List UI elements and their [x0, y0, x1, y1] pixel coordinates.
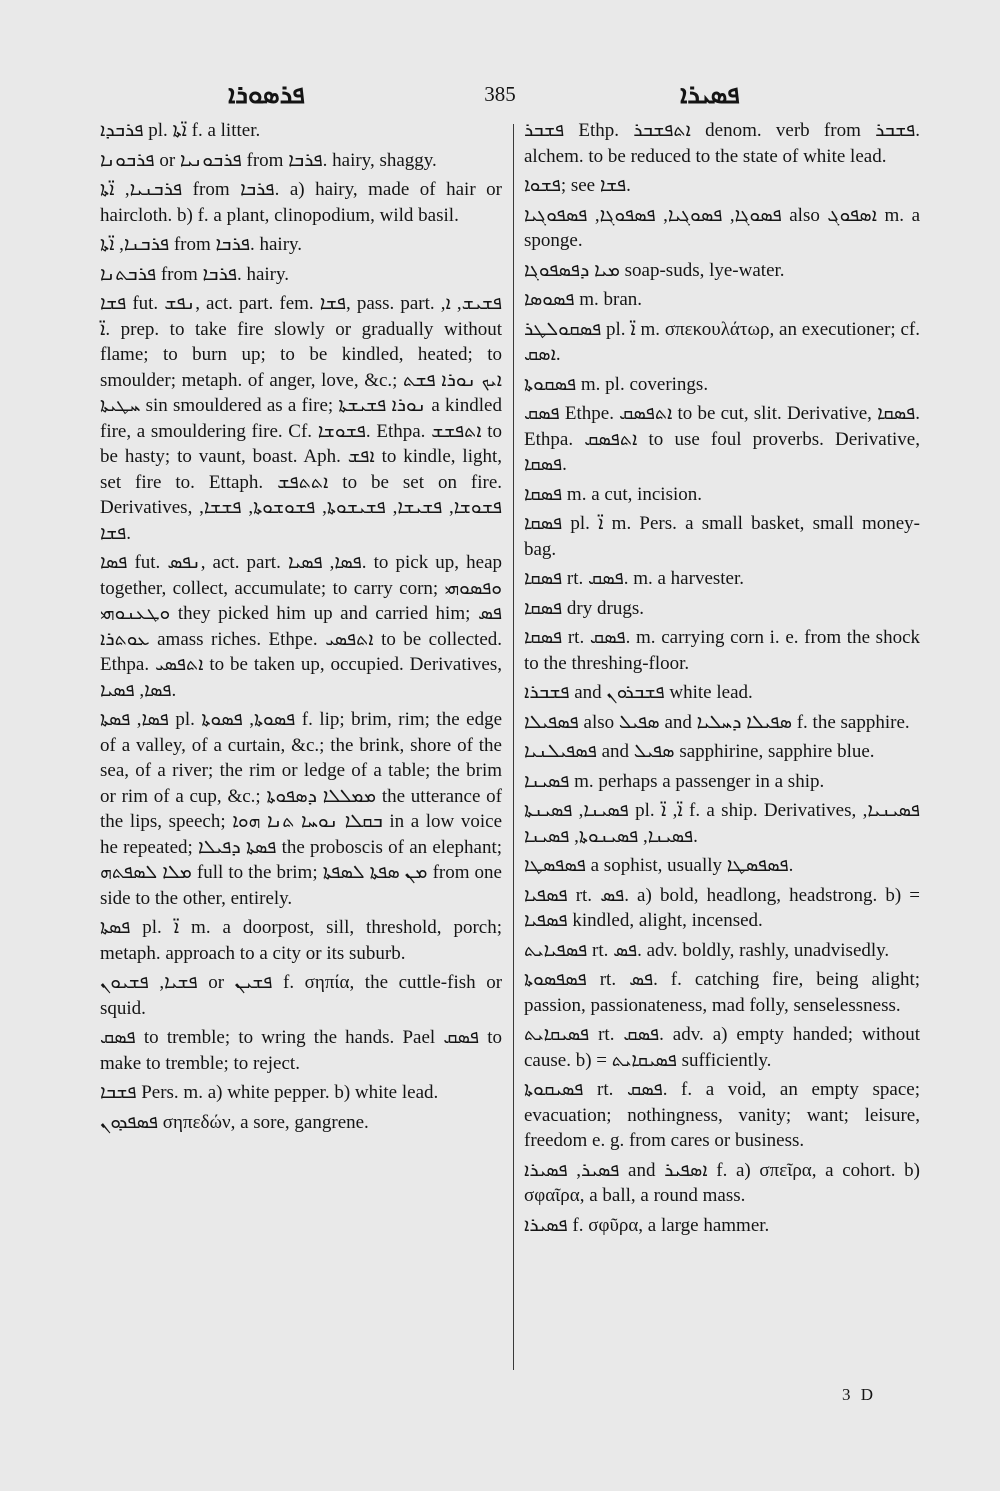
dictionary-entry: ܦܣܩܐ m. a cut, incision. — [524, 483, 703, 505]
dictionary-entry: ܦܫܝܐ, ܦܫܝܘܢ or ܦܫܝܢ f. σηπία, the cuttle-fish or squid. — [100, 972, 503, 1019]
dictionary-entry: ܦܫܒܐ Pers. m. a) white pepper. b) white lead. — [100, 1082, 439, 1103]
dictionary-entry: ܦܣܝܢܐ, ܦܣܝܢܬܐ pl. ܐ̈, ܐ̈ f. a ship. Derivatives, ܦܣܝܢܝܐ, ܦܣܝܢܐ, ܦܣܝܢܘܬܐ, ܦܣܝܢܐ. — [524, 800, 920, 847]
dictionary-entry: ܦܣܝܪ, ܦܣܝܪܐ and ܐܣܦܝܪ f. a) σπεῖρα, a cohort. b) σφαῖρα, a ball, a round mass. — [524, 1159, 921, 1206]
dictionary-entry: ܦܣܘܓܐ, ܦܣܘܓܝܐ, ܦܣܦܘܓܐ, ܦܣܦܘܓܝܐ also ܐܣܦܘܓ m. a sponge. — [524, 204, 921, 251]
column-divider — [513, 124, 514, 1370]
dictionary-entry: ܦܣܦܕܘܢ σηπεδών, a sore, gangrene. — [100, 1111, 369, 1133]
dictionary-entry: ܦܣܝܩܐܝܬ rt. ܦܣܩ. adv. a) empty handed; without cause. b) = ܦܣܝܩܐܝܬ sufficiently. — [524, 1024, 921, 1071]
dictionary-entry: ܦܣܐ, ܦܣܬܐ pl. ܦܣܘܬܐ, ܦܣܘܬܐ f. lip; brim, rim; the edge of a valley, of a curtain, &c.; the brink, shore of the sea, of a river; the rim or ledge of a table; the brim or rim of a cup, &c.; ܡܡܠܠܐ ܕܣܦܘܬܐ the utterance of the lips, speech; ܒܩܠܐ ܢܘܚܐ ܬܢܐ ܗܘܐ in a low voice he repeated; ܦܣܬܐ ܕܦܝܠܐ the proboscis of an elephant; ܡܠܐ ܠܣܦܬܗ full to the brim; ܡܢ ܣܦܬܐ ܠܣܦܬܐ from one side to the other, entirely. — [100, 709, 503, 909]
dictionary-entry: ܦܫܐ fut. ܢܦܫ, act. part. fem. ܦܫܐ, pass. part. ܦܫܝܫ, ܐ, ܐ̈. prep. to take fire slowly or gradually without flame; to burn up; to be kindled, heated; to smoulder; metaph. of anger, love, &c.; ܐܝܟ ܢܘܪܐ ܦܫܬ ܚܛܝܬܐ sin smouldered as a fire; ܢܘܪܐ ܦܫܝܫܬܐ a kindled fire, a smouldering fire. Cf. ܦܫܘܫܐ. Ethpa. ܐܬܦܫܫ to be hasty; to vaunt, boast. Aph. ܐܦܫ to kindle, light, set fire to. Ettaph. ܐܬܬܦܫ to be set on fire. Derivatives, ܦܫܘܫܐ, ܦܫܝܫܐ, ܦܫܝܫܘܬܐ, ܦܫܘܫܘܬܐ, ܦܫܫܐ, ܦܫܐ. — [100, 293, 503, 544]
dictionary-entry: ܦܣܝܩܘܬܐ rt. ܦܣܩ. f. a void, an empty space; evacuation; nothingness, vanity; want; leisure, freedom e. g. from cares or business. — [524, 1079, 921, 1151]
dictionary-entry: ܦܪܒܢܝܐ, ܐ̈ܬܐ from ܦܪܒܐ. a) hairy, made of hair or haircloth. b) f. a plant, clinopodium, wild basil. — [100, 179, 502, 226]
dictionary-entry: ܦܪܒܢܐ, ܐ̈ܬܐ from ܦܪܒܐ. hairy. — [100, 234, 303, 255]
left-running-head: ܦܪܣܘܪܐ — [228, 80, 305, 109]
left-column — [100, 118, 502, 1139]
right-column — [524, 118, 920, 1242]
dictionary-entry: ܦܣܩܐ rt. ܦܣܩ. m. a harvester. — [524, 568, 745, 589]
dictionary-entry: ܦܣܩܘܠܛܪ pl. ܐ̈ m. σπεκουλάτωρ, an executioner; cf. ܐܣܩ. — [524, 318, 920, 365]
dictionary-entry: ܦܣܦܝܠܐ also ܣܦܝܠ and ܣܦܝܠܐ ܕܚܠܝܐ f. the sapphire. — [524, 711, 910, 733]
dictionary-entry: ܦܣܘܣܐ m. bran. — [524, 289, 643, 310]
dictionary-entry: ܦܫܘܐ; see ܦܫܐ. — [524, 175, 631, 196]
dictionary-entry: ܦܣܬܐ pl. ܐ̈ m. a doorpost, sill, threshold, porch; metaph. approach to a city or its suburb. — [100, 917, 502, 964]
dictionary-entry: ܦܣܦܣܛܐ a sophist, usually ܦܣܦܣܛܐ. — [524, 855, 794, 876]
dictionary-entry: ܦܣܩ Ethpe. ܐܬܦܣܩ to be cut, slit. Derivative, ܦܣܩܐ. Ethpa. ܐܬܦܣܩ to use foul proverbs. Derivative, ܦܣܩܐ. — [524, 403, 920, 475]
dictionary-entry: ܦܣܩܐ dry drugs. — [524, 597, 644, 619]
dictionary-entry: ܦܣܩܐ pl. ܐ̈ m. Pers. a small basket, small money-bag. — [524, 513, 921, 560]
dictionary-entry: ܦܣܩܘܬܐ m. pl. coverings. — [524, 373, 709, 395]
signature-mark: 3 D — [842, 1385, 877, 1404]
dictionary-entry: ܦܪܒܘܢܐ or ܦܪܒܘܢܝܐ from ܦܪܒܐ. hairy, shaggy. — [100, 149, 437, 171]
dictionary-entry: ܦܣܦܝܠܢܝܐ and ܣܦܝܠ sapphirine, sapphire blue. — [524, 741, 875, 762]
dictionary-entry: ܡܝܐ ܕܦܣܦܘܓܐ soap-suds, lye-water. — [524, 259, 785, 281]
dictionary-entry: ܦܪܒܕܐ pl. ܐ̈ܬܐ f. a litter. — [100, 120, 261, 141]
dictionary-entry: ܦܫܒܪ Ethp. ܐܬܦܫܒܪ denom. verb from ܦܫܒܪ. alchem. to be reduced to the state of white lead. — [524, 120, 920, 167]
dictionary-entry: ܦܣܩ to tremble; to wring the hands. Pael ܦܣܩ to make to tremble; to reject. — [100, 1027, 502, 1074]
dictionary-entry: ܦܣܦܣܘܬܐ rt. ܦܣ. f. catching fire, being alight; passion, passionateness, mad folly, senselessness. — [524, 969, 921, 1016]
dictionary-entry: ܦܪܒܬܢܐ from ܦܪܒܐ. hairy. — [100, 263, 290, 285]
dictionary-entry: ܦܣܦܝܐ rt. ܦܣ. a) bold, headlong, headstrong. b) = ܦܣܦܝܐ kindled, alight, incensed. — [524, 884, 921, 931]
dictionary-entry: ܦܣܦܝܐܝܬ rt. ܦܣ. adv. boldly, rashly, unadvisedly. — [524, 939, 890, 961]
right-running-head: ܦܣܝܪܐ — [680, 80, 740, 109]
dictionary-entry: ܦܣܝܪܐ f. σφῦρα, a large hammer. — [524, 1214, 770, 1236]
dictionary-entry: ܦܫܒܪܐ and ܦܫܒܪܘܢ white lead. — [524, 682, 753, 703]
dictionary-entry: ܦܣܩܐ rt. ܦܣܩ. m. carrying corn i. e. from the shock to the threshing-floor. — [524, 627, 921, 674]
dictionary-entry: ܦܣܝܢܐ m. perhaps a passenger in a ship. — [524, 770, 825, 792]
dictionary-entry: ܦܣܐ fut. ܢܦܣ, act. part. ܦܣܐ, ܦܣܝܐ. to pick up, heap together, collect, accumulate; to carry corn; ܘܦܣܘܗܝ ܘܛܥܢܘܗܝ they picked him up and carried him; ܦܣ ܥܘܬܪܐ amass riches. Ethpe. ܐܬܦܣܝ to be collected. Ethpa. ܐܬܦܣܝ to be taken up, occupied. Derivatives, ܦܣܐ, ܦܣܝܐ. — [100, 552, 503, 701]
page-number: 385 — [484, 82, 516, 106]
